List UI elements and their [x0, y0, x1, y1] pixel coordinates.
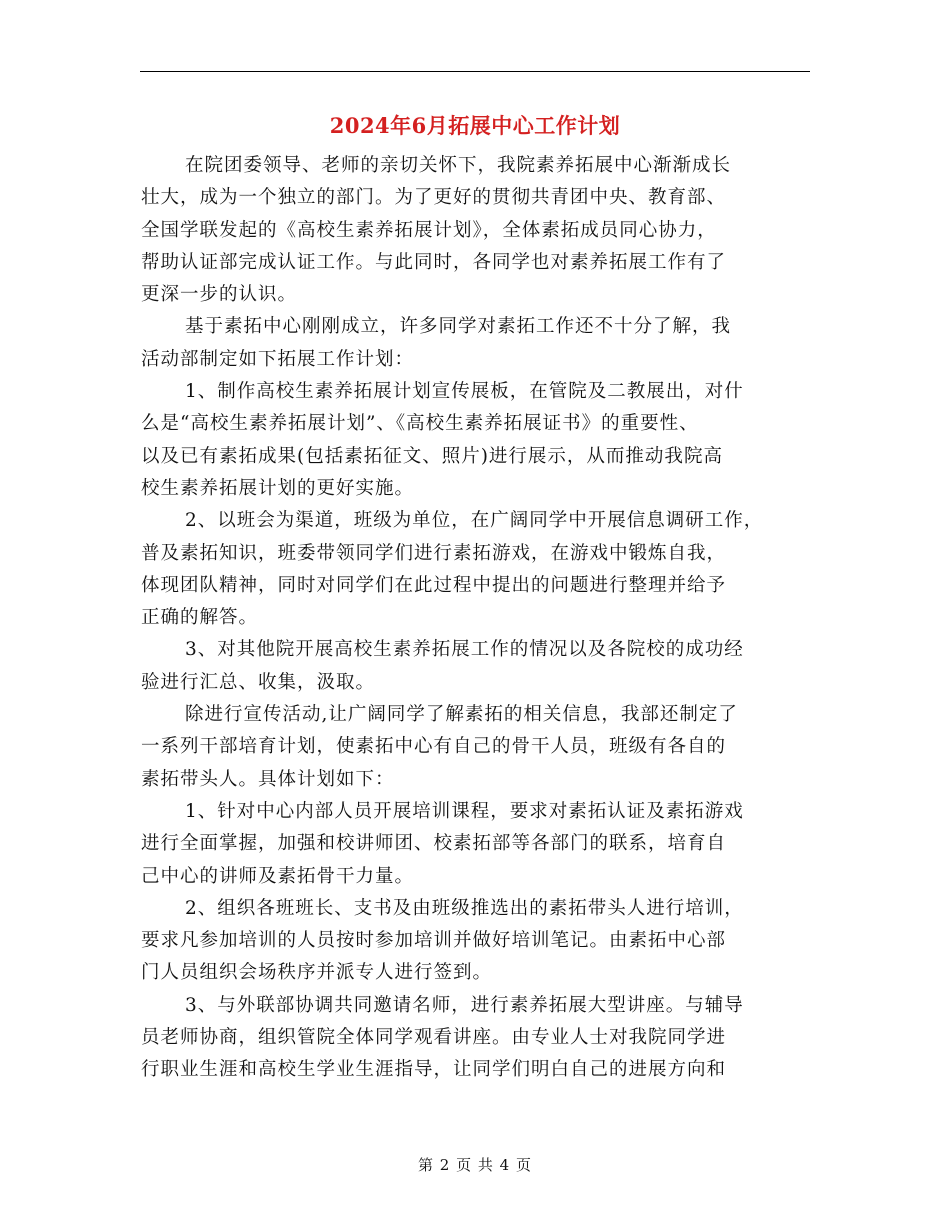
- text-line: 帮助认证部完成认证工作。与此同时，各同学也对素养拓展工作有了: [141, 251, 727, 273]
- text-line: 进行全面掌握，加强和校讲师团、校素拓部等各部门的联系，培育自: [141, 833, 727, 855]
- text-line: 验进行汇总、收集，汲取。: [141, 671, 376, 693]
- text-line: 员老师协商，组织管院全体同学观看讲座。由专业人士对我院同学进: [141, 1027, 727, 1049]
- text-line: 体现团队精神，同时对同学们在此过程中提出的问题进行整理并给予: [141, 574, 727, 596]
- text-line: 3、对其他院开展高校生素养拓展工作的情况以及各院校的成功经: [185, 639, 744, 661]
- document-body: [141, 150, 813, 1087]
- text-line: 行职业生涯和高校生学业生涯指导，让同学们明白自己的进展方向和: [141, 1059, 727, 1081]
- text-line: 更深一步的认识。: [141, 284, 298, 306]
- paragraph: [141, 634, 813, 699]
- text-line: 普及素拓知识，班委带领同学们进行素拓游戏，在游戏中锻炼自我，: [141, 542, 727, 564]
- text-line: 一系列干部培育计划，使素拓中心有自己的骨干人员，班级有各自的: [141, 736, 727, 758]
- text-line: 门人员组织会场秩序并派专人进行签到。: [141, 962, 493, 984]
- paragraph: [141, 699, 813, 796]
- paragraph: [141, 376, 813, 505]
- text-line: 1、针对中心内部人员开展培训课程，要求对素拓认证及素拓游戏: [185, 800, 744, 822]
- text-line: 全国学联发起的《高校生素养拓展计划》，全体素拓成员同心协力，: [141, 219, 717, 241]
- text-line: 基于素拓中心刚刚成立，许多同学对素拓工作还不十分了解，我: [185, 316, 732, 338]
- text-line: 己中心的讲师及素拓骨干力量。: [141, 865, 415, 887]
- header-rule: [140, 71, 810, 72]
- text-line: 1、制作高校生素养拓展计划宣传展板，在管院及二教展出，对什: [185, 381, 744, 403]
- text-line: 以及已有素拓成果(包括素拓征文、照片)进行展示，从而推动我院高: [141, 445, 723, 467]
- text-line: 么是“高校生素养拓展计划”、《高校生素养拓展证书》的重要性、: [141, 413, 699, 435]
- page-footer: 第 2 页 共 4 页: [418, 1156, 532, 1174]
- paragraph: [141, 796, 813, 893]
- paragraph: [141, 505, 813, 634]
- text-line: 要求凡参加培训的人员按时参加培训并做好培训笔记。由素拓中心部: [141, 930, 727, 952]
- text-line: 在院团委领导、老师的亲切关怀下，我院素养拓展中心渐渐成长: [185, 155, 732, 176]
- paragraph: [141, 990, 813, 1087]
- paragraph: [141, 311, 813, 376]
- paragraph: [141, 150, 813, 311]
- text-line: 除进行宣传活动,让广阔同学了解素拓的相关信息，我部还制定了: [185, 704, 738, 726]
- text-line: 正确的解答。: [141, 607, 259, 629]
- text-line: 2、以班会为渠道，班级为单位，在广阔同学中开展信息调研工作，: [185, 510, 764, 532]
- text-line: 校生素养拓展计划的更好实施。: [141, 477, 415, 499]
- document-title: 2024年6月拓展中心工作计划: [329, 113, 621, 138]
- text-line: 素拓带头人。具体计划如下：: [141, 768, 395, 790]
- paragraph: [141, 893, 813, 990]
- text-line: 壮大，成为一个独立的部门。为了更好的贯彻共青团中央、教育部、: [141, 187, 727, 209]
- text-line: 活动部制定如下拓展工作计划：: [141, 348, 415, 370]
- text-line: 2、组织各班班长、支书及由班级推选出的素拓带头人进行培训，: [185, 897, 744, 919]
- text-line: 3、与外联部协调共同邀请名师，进行素养拓展大型讲座。与辅导: [185, 994, 744, 1016]
